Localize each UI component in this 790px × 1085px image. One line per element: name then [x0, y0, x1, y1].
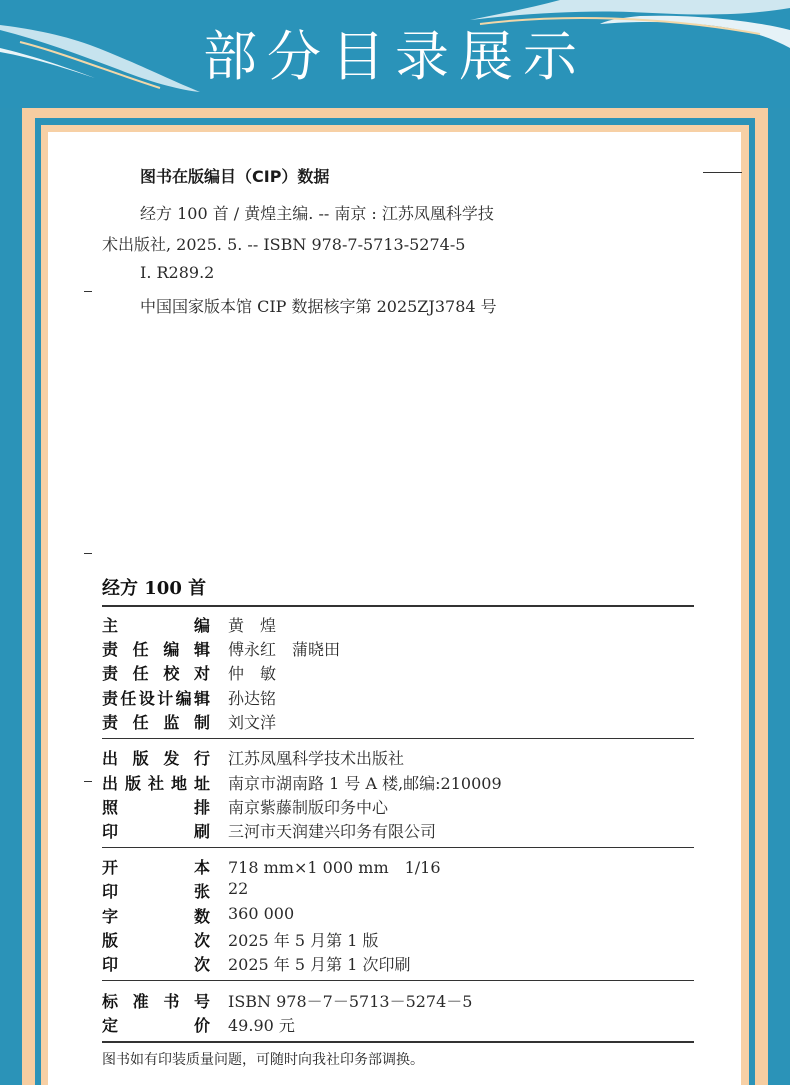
field-value: 南京紫藤制版印务中心 — [228, 798, 389, 817]
field-value: 360 000 — [228, 904, 295, 923]
cip-heading: 图书在版编目（CIP）数据 — [140, 167, 330, 186]
cip-line: 术出版社, 2025. 5. -- ISBN 978-7-5713-5274-5 — [102, 235, 466, 254]
field-label: 印 刷 — [102, 822, 210, 841]
field-label: 责 任 设 计 编 辑 — [102, 689, 210, 708]
divider — [102, 738, 694, 739]
field-value: 黄 煌 — [228, 616, 277, 635]
field-value: 江苏凤凰科学技术出版社 — [228, 749, 405, 768]
field-label: 责 任 监 制 — [102, 713, 210, 732]
divider — [102, 605, 694, 607]
field-label: 印 张 — [102, 882, 210, 901]
field-label: 版 次 — [102, 931, 210, 950]
field-value: 三河市天润建兴印务有限公司 — [228, 822, 437, 841]
cip-line: 经方 100 首 / 黄煌主编. -- 南京 : 江苏凤凰科学技 — [140, 204, 494, 223]
field-value: 2025 年 5 月第 1 次印刷 — [228, 955, 411, 974]
field-label: 定 价 — [102, 1016, 210, 1035]
edge-mark — [703, 172, 742, 173]
divider — [102, 1041, 694, 1043]
field-label: 开 本 — [102, 858, 210, 877]
footnote: 图书如有印装质量问题，可随时向我社印务部调换。 — [102, 1052, 424, 1068]
field-value: 南京市湖南路 1 号 A 楼,邮编:210009 — [228, 774, 502, 793]
cip-line: Ⅰ. R289.2 — [140, 263, 215, 282]
book-title: 经方 100 首 — [102, 578, 207, 599]
field-value: 仲 敏 — [228, 664, 277, 683]
field-label: 责 任 编 辑 — [102, 640, 210, 659]
margin-mark — [84, 291, 92, 292]
field-value: 718 mm×1 000 mm 1/16 — [228, 858, 441, 877]
page-title: 部分目录展示 — [203, 25, 587, 88]
field-label: 照 排 — [102, 798, 210, 817]
field-value: 傅永红 蒲晓田 — [228, 640, 341, 659]
divider — [102, 847, 694, 848]
field-value: 22 — [228, 879, 249, 898]
field-label: 出 版 社 地 址 — [102, 774, 210, 793]
cip-line: 中国国家版本馆 CIP 数据核字第 2025ZJ3784 号 — [140, 297, 497, 316]
field-value: 49.90 元 — [228, 1016, 295, 1035]
field-label: 出 版 发 行 — [102, 749, 210, 768]
margin-mark — [84, 781, 92, 782]
field-label: 字 数 — [102, 907, 210, 926]
field-value: 2025 年 5 月第 1 版 — [228, 931, 379, 950]
field-label: 印 次 — [102, 955, 210, 974]
field-value: 孙达铭 — [228, 689, 277, 708]
field-label: 标 准 书 号 — [102, 992, 210, 1011]
field-label: 责 任 校 对 — [102, 664, 210, 683]
field-label: 主 编 — [102, 616, 210, 635]
margin-mark — [84, 553, 92, 554]
divider — [102, 980, 694, 981]
header-banner — [0, 0, 790, 108]
field-value: 刘文洋 — [228, 713, 277, 732]
field-value: ISBN 978－7－5713－5274－5 — [228, 992, 473, 1011]
